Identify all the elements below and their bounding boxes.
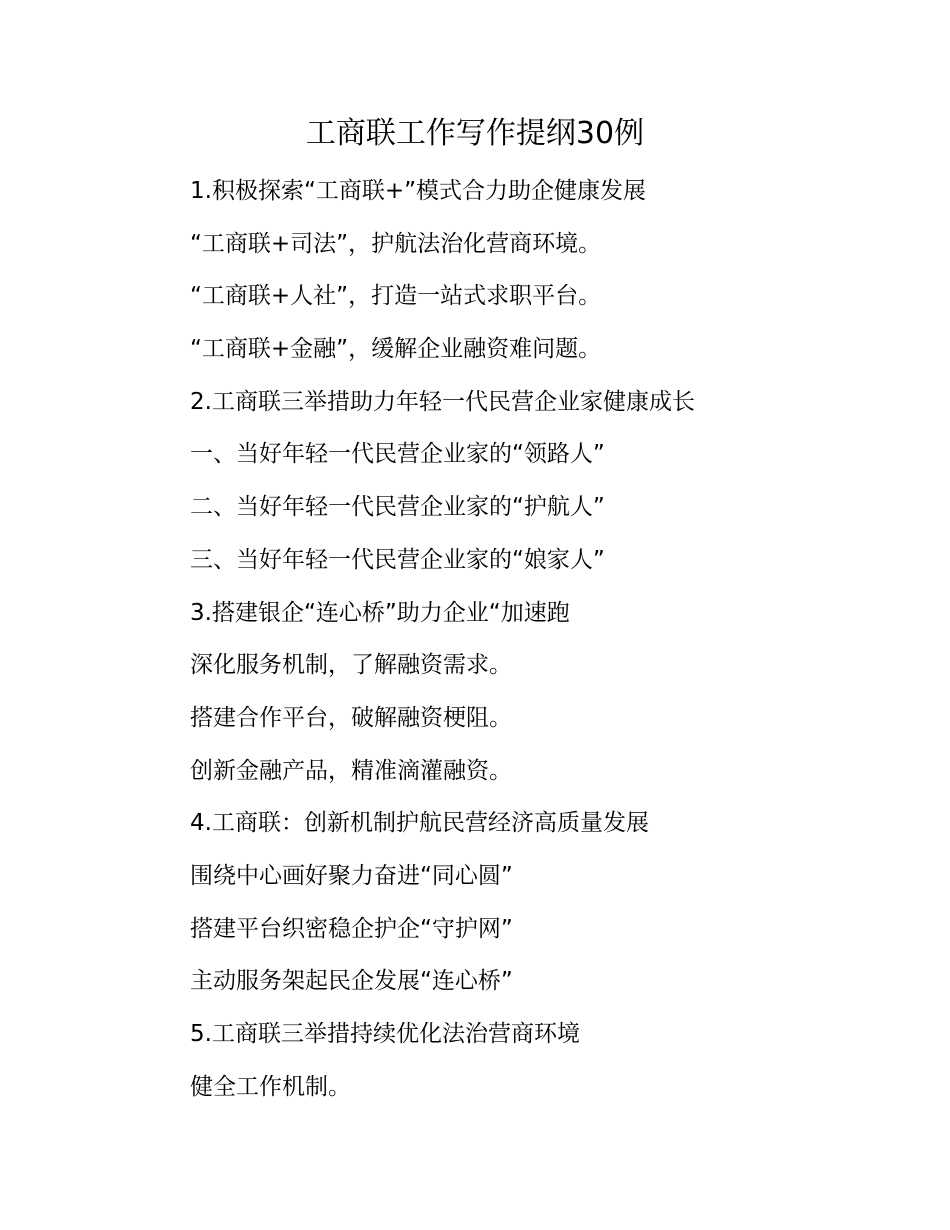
outline-line: “工商联+金融”，缓解企业融资难问题。 bbox=[190, 336, 602, 363]
outline-line: 二、当好年轻一代民营企业家的“护航人” bbox=[190, 494, 605, 521]
outline-line: 一、当好年轻一代民营企业家的“领路人” bbox=[190, 441, 605, 468]
outline-line: 主动服务架起民企发展“连心桥” bbox=[190, 968, 513, 995]
outline-line: “工商联+司法”，护航法治化营商环境。 bbox=[190, 230, 602, 257]
outline-line: “工商联+人社”，打造一站式求职平台。 bbox=[190, 283, 602, 310]
document-body bbox=[190, 171, 910, 1119]
outline-line: 2.工商联三举措助力年轻一代民营企业家健康成长 bbox=[190, 388, 695, 415]
outline-line: 三、当好年轻一代民营企业家的“娘家人” bbox=[190, 546, 605, 573]
outline-line: 深化服务机制，了解融资需求。 bbox=[190, 652, 512, 679]
outline-line: 4.工商联：创新机制护航民营经济高质量发展 bbox=[190, 810, 649, 837]
document-title: 工商联工作写作提纲30例 bbox=[305, 116, 645, 151]
outline-line: 搭建平台织密稳企护企“守护网” bbox=[190, 915, 513, 942]
outline-line: 3.搭建银企“连心桥”助力企业“加速跑 bbox=[190, 599, 570, 626]
outline-line: 围绕中心画好聚力奋进“同心圆” bbox=[190, 862, 513, 889]
outline-line: 5.工商联三举措持续优化法治营商环境 bbox=[190, 1021, 580, 1047]
outline-line: 搭建合作平台，破解融资梗阻。 bbox=[190, 704, 512, 731]
outline-line: 创新金融产品，精准滴灌融资。 bbox=[190, 757, 512, 784]
outline-line: 健全工作机制。 bbox=[190, 1073, 351, 1100]
outline-line: 1.积极探索“工商联+”模式合力助企健康发展 bbox=[190, 178, 647, 204]
